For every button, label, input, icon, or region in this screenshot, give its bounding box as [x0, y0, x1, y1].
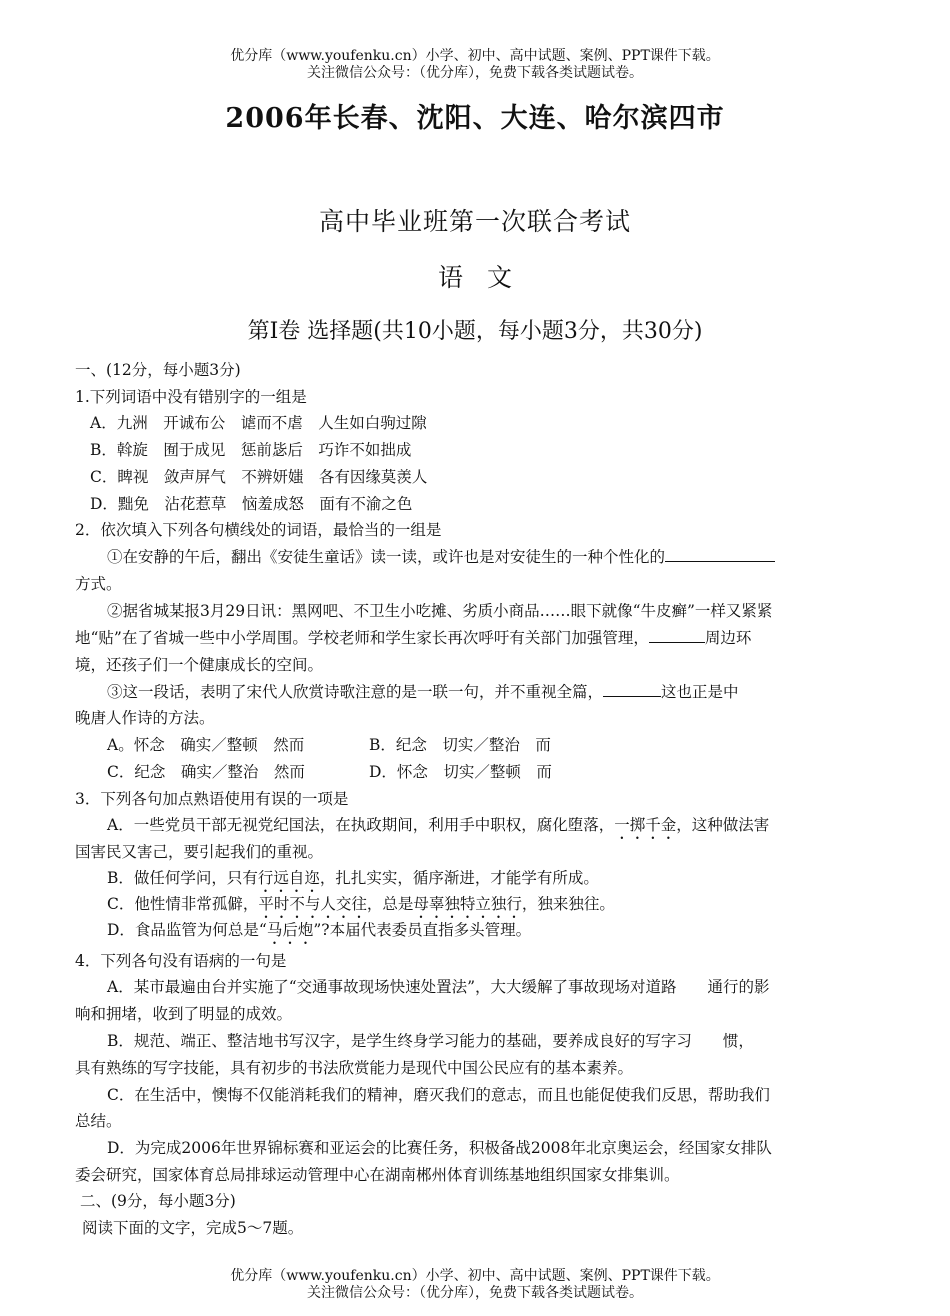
q3-a-text: A．一些党员干部无视党纪国法，在执政期间，利用手中职权，腐化堕落，: [107, 816, 615, 834]
q2-options-row1: [107, 735, 917, 755]
q4-option-a-line1: A．某市最遍由台并实施了“交通事故现场快速处置法”，大大缓解了事故现场对道路 通行的影: [107, 978, 770, 996]
q3-c-text-mid: ，总是: [366, 895, 414, 913]
q3-stem: 3．下列各句加点熟语使用有误的一项是: [75, 790, 349, 808]
q4-option-a-line2: 响和拥堵，收到了明显的成效。: [75, 1005, 293, 1023]
q2-s3-text-post: 这也正是中: [661, 683, 739, 701]
q3-c-dotted-phrase-1: 平时不与人交往: [258, 895, 367, 913]
q3-option-c: [107, 894, 917, 922]
q2-options-row2: [107, 762, 917, 782]
q4-option-d-line1: D．为完成2006年世界锦标赛和亚运会的比赛任务，积极备战2008年北京奥运会，经国家女排队: [107, 1139, 772, 1157]
q2-sentence1-line2: 方式。: [75, 575, 122, 593]
section-title: 第Ⅰ卷 选择题(共10小题，每小题3分，共30分): [247, 319, 703, 344]
q3-b-dotted-idiom: 行远自迩: [257, 869, 320, 887]
q4-option-c-line2: 总结。: [75, 1112, 122, 1130]
part1-heading: 一、(12分，每小题3分): [75, 361, 241, 379]
q2-s1-text: ①在安静的午后，翻出《安徒生童话》读一读，或许也是对安徒生的一种个性化的: [107, 548, 666, 566]
exam-subject: 语文: [437, 263, 536, 292]
q2-blank-1: [665, 547, 775, 562]
q1-option-b: B．斡旋 囿于成见 惩前毖后 巧诈不如拙成: [90, 441, 412, 459]
q2-option-d: D．怀念 切实／整顿 而: [369, 763, 552, 781]
q3-option-a-line2: 国害民又害己，要引起我们的重视。: [75, 843, 324, 861]
q1-option-d: D．黜免 沾花惹草 恼羞成怒 面有不渝之色: [90, 495, 413, 513]
header-banner: [0, 48, 950, 82]
q2-s2-text: 地“贴”在了省城一些中小学周围。学校老师和学生家长再次呼吁有关部门加强管理，: [75, 629, 649, 647]
q2-sentence3-line1: [107, 682, 917, 702]
q2-sentence3-line2: 晚唐人作诗的方法。: [75, 709, 215, 727]
q3-option-b: [107, 868, 917, 896]
q2-blank-3: [603, 682, 661, 697]
q2-s3-text: ③这一段话，表明了宋代人欣赏诗歌注意的是一联一句，并不重视全篇，: [107, 683, 604, 701]
q3-option-a-line1: [107, 815, 917, 843]
banner-line-1: 优分库（www.youfenku.cn）小学、初中、高中试题、案例、PPT课件下载。: [230, 48, 720, 64]
q2-sentence2-line1: ②据省城某报3月29日讯：黑网吧、不卫生小吃摊、劣质小商品……眼下就像“牛皮癣”一样又紧紧: [107, 602, 773, 620]
banner-line-2: 关注微信公众号：（优分库），免费下载各类试题试卷。: [307, 65, 643, 81]
q2-blank-2: [649, 628, 705, 643]
q3-d-text-post: ”?本届代表委员直指多头管理。: [313, 921, 532, 939]
q1-stem: 1.下列词语中没有错别字的一组是: [75, 388, 307, 406]
q2-option-a: A。怀念 确实／整顿 然而: [107, 736, 305, 754]
q2-sentence2-line2: [75, 628, 885, 648]
q1-option-a: A．九洲 开诚布公 谑而不虐 人生如白驹过隙: [90, 414, 427, 432]
q3-c-dotted-phrase-2: 母辜独特立独行: [413, 895, 522, 913]
q3-option-d: [107, 920, 917, 948]
q3-b-text-post: ，扎扎实实，循序渐进，才能学有所成。: [319, 869, 599, 887]
q2-sentence2-line3: 境，还孩子们一个健康成长的空间。: [75, 656, 324, 674]
exam-main-title: 2006年长春、沈阳、大连、哈尔滨四市: [225, 103, 725, 134]
q3-d-text: D．食品监管为何总是“: [107, 921, 267, 939]
footer-banner: [0, 1268, 950, 1302]
q4-option-b-line1: B．规范、端正、整洁地书写汉字，是学生终身学习能力的基础，要养成良好的写字习 惯，: [107, 1032, 754, 1050]
q2-stem: 2．依次填入下列各句横线处的词语，最恰当的一组是: [75, 521, 442, 539]
q3-a-text-post: ，这种做法害: [676, 816, 770, 834]
q4-option-b-line2: 具有熟练的写字技能，具有初步的书法欣赏能力是现代中国公民应有的基本素养。: [75, 1059, 634, 1077]
q2-s2-text-post: 周边环: [704, 629, 752, 647]
q3-d-dotted-idiom: 马后炮: [266, 921, 314, 939]
exam-subtitle: 高中毕业班第一次联合考试: [318, 207, 631, 236]
footer-line-1: 优分库（www.youfenku.cn）小学、初中、高中试题、案例、PPT课件下载。: [230, 1268, 720, 1284]
q4-stem: 4．下列各句没有语病的一句是: [75, 952, 287, 970]
q2-sentence1-line1: [107, 547, 917, 567]
q3-a-dotted-idiom: 一掷千金: [614, 816, 677, 834]
q2-option-c: C．纪念 确实／整治 然而: [107, 763, 305, 781]
part2-intro: 阅读下面的文字，完成5～7题。: [82, 1219, 304, 1237]
q3-b-text: B．做任何学问，只有: [107, 869, 258, 887]
footer-line-2: 关注微信公众号：（优分库），免费下载各类试题试卷。: [307, 1285, 643, 1301]
q3-c-text-post: ，独来独往。: [521, 895, 615, 913]
q4-option-c-line1: C．在生活中，懊悔不仅能消耗我们的精神，磨灭我们的意志，而且也能促使我们反思，帮助我们: [107, 1086, 770, 1104]
q4-option-d-line2: 委会研究，国家体育总局排球运动管理中心在湖南郴州体育训练基地组织国家女排集训。: [75, 1166, 680, 1184]
q2-option-b: B．纪念 切实／整治 而: [369, 736, 551, 754]
q1-option-c: C．睥视 敛声屏气 不辨妍媸 各有因缘莫羡人: [90, 468, 428, 486]
q3-c-text: C．他性情非常孤僻，: [107, 895, 259, 913]
part2-heading: 二、(9分，每小题3分): [80, 1192, 236, 1210]
